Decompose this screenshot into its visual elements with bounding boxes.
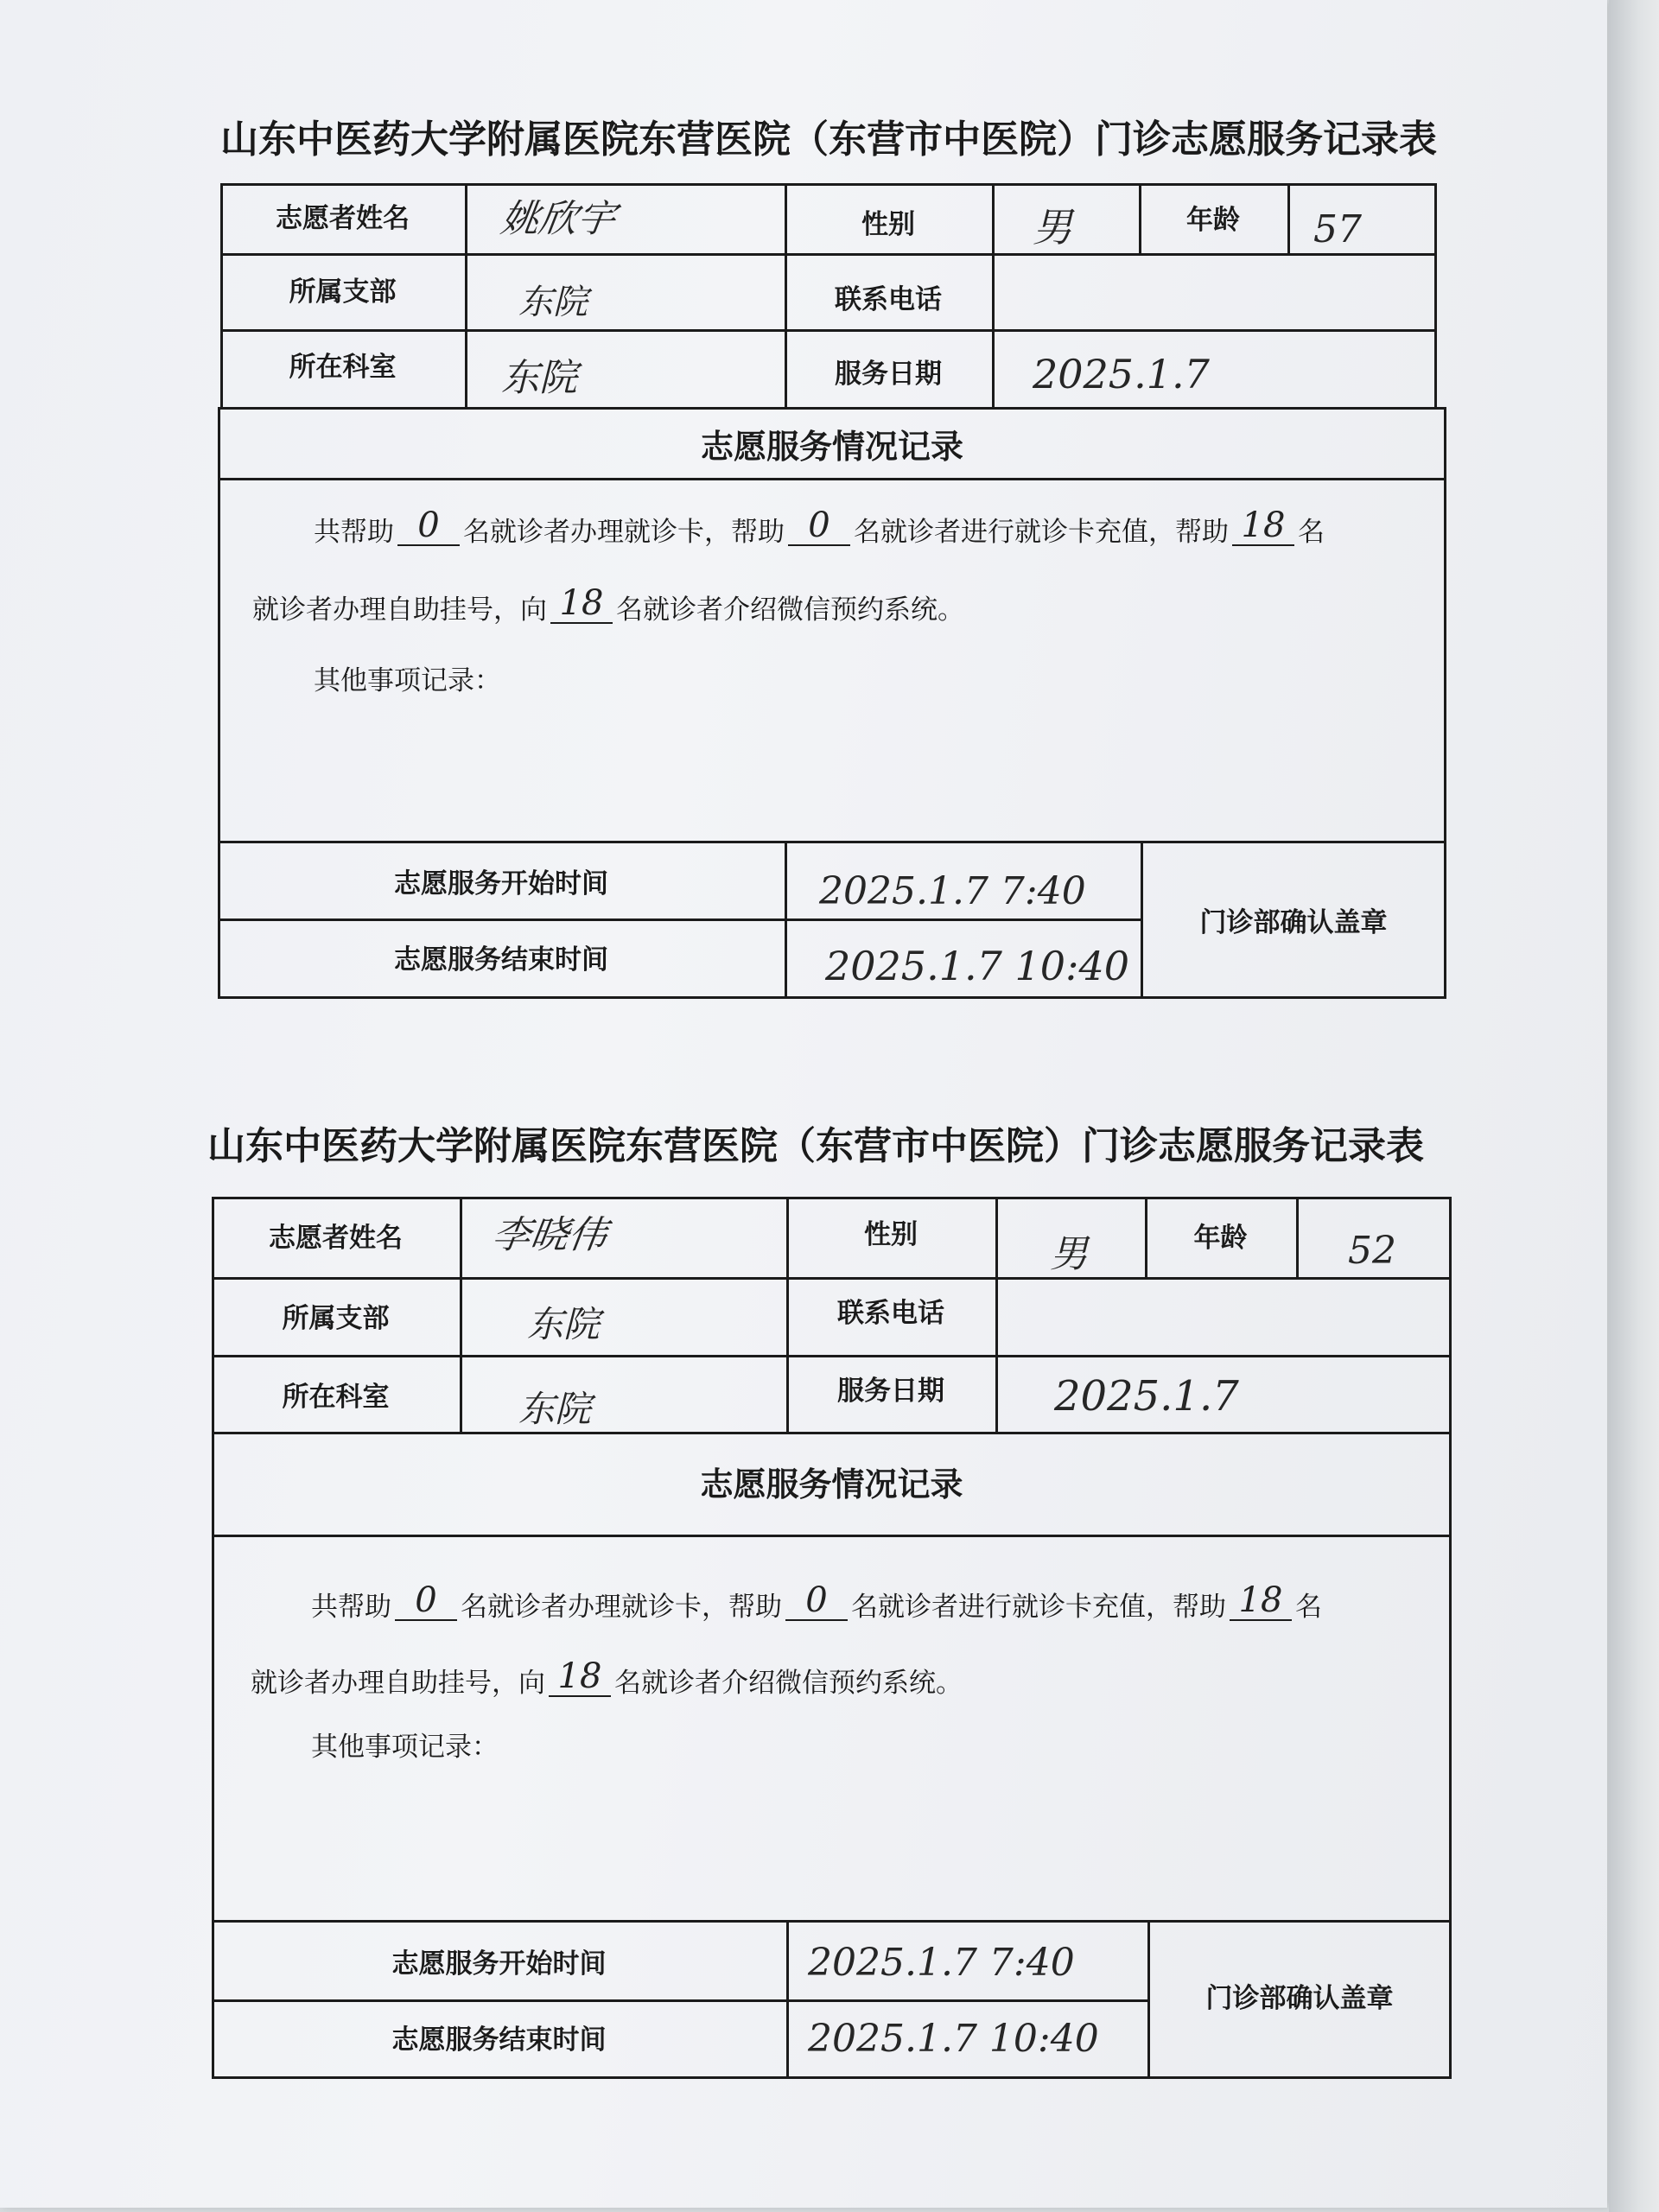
- label-branch: 所属支部: [282, 1303, 390, 1334]
- value-branch: 东院: [527, 1303, 601, 1345]
- other-notes-label: 其他事项记录：: [311, 1732, 499, 1763]
- label-start-time: 志愿服务开始时间: [394, 868, 608, 899]
- label-phone: 联系电话: [835, 284, 942, 315]
- value-age: 52: [1348, 1229, 1396, 1273]
- fill-wechat-count: 18: [550, 586, 613, 624]
- label-name: 志愿者姓名: [276, 203, 410, 234]
- body-line-2: 就诊者办理自助挂号，向 18 名就诊者介绍微信预约系统。: [251, 1656, 963, 1699]
- form-title: 山东中医药大学附属医院东营医院（东营市中医院）门诊志愿服务记录表: [207, 1124, 1424, 1168]
- value-name: 姚欣宇: [498, 197, 619, 241]
- value-date: 2025.1.7: [1033, 351, 1210, 397]
- body-line-1: 共帮助 0 名就诊者办理就诊卡，帮助 0 名就诊者进行就诊卡充值，帮助 18 名: [314, 505, 1325, 548]
- fill-recharge-count: 0: [785, 1583, 848, 1621]
- fill-wechat-count: 18: [549, 1659, 611, 1697]
- other-notes-label: 其他事项记录：: [314, 665, 501, 696]
- value-start-time: 2025.1.7 7:40: [819, 869, 1086, 913]
- label-start-time: 志愿服务开始时间: [391, 1948, 607, 1980]
- body-line-2: 就诊者办理自助挂号，向 18 名就诊者介绍微信预约系统。: [252, 583, 964, 626]
- label-gender: 性别: [861, 209, 915, 240]
- label-end-time: 志愿服务结束时间: [394, 944, 608, 976]
- section-title: 志愿服务情况记录: [700, 428, 963, 466]
- label-phone: 联系电话: [837, 1298, 944, 1329]
- label-age: 年龄: [1186, 205, 1240, 236]
- value-department: 东院: [518, 1388, 592, 1430]
- fill-recharge-count: 0: [788, 508, 850, 546]
- body-line-1: 共帮助 0 名就诊者办理就诊卡，帮助 0 名就诊者进行就诊卡充值，帮助 18 名: [311, 1580, 1322, 1623]
- background-edge: [1609, 0, 1659, 2212]
- value-date: 2025.1.7: [1054, 1372, 1239, 1421]
- fill-card-count: 0: [397, 508, 460, 546]
- label-branch: 所属支部: [289, 276, 397, 308]
- label-department: 所在科室: [282, 1382, 390, 1413]
- form-title: 山东中医药大学附属医院东营医院（东营市中医院）门诊志愿服务记录表: [220, 118, 1437, 162]
- label-stamp: 门诊部确认盖章: [1199, 907, 1388, 938]
- value-age: 57: [1313, 207, 1362, 251]
- value-end-time: 2025.1.7 10:40: [825, 943, 1130, 989]
- label-department: 所在科室: [289, 352, 397, 383]
- value-name: 李晓伟: [489, 1213, 610, 1257]
- label-gender: 性别: [864, 1219, 918, 1250]
- value-gender: 男: [1033, 204, 1072, 251]
- label-date: 服务日期: [837, 1376, 944, 1407]
- value-start-time: 2025.1.7 7:40: [808, 1941, 1075, 1985]
- label-stamp: 门诊部确认盖章: [1205, 1983, 1394, 2014]
- label-end-time: 志愿服务结束时间: [391, 2024, 607, 2056]
- fill-card-count: 0: [395, 1583, 457, 1621]
- fill-selfreg-count: 18: [1230, 1583, 1292, 1621]
- value-branch: 东院: [518, 283, 588, 322]
- label-name: 志愿者姓名: [269, 1223, 403, 1254]
- label-age: 年龄: [1193, 1223, 1248, 1254]
- value-gender: 男: [1050, 1232, 1088, 1276]
- section-title: 志愿服务情况记录: [700, 1465, 963, 1503]
- value-department: 东院: [501, 356, 577, 400]
- label-date: 服务日期: [835, 359, 942, 390]
- fill-selfreg-count: 18: [1232, 508, 1294, 546]
- value-end-time: 2025.1.7 10:40: [808, 2017, 1099, 2061]
